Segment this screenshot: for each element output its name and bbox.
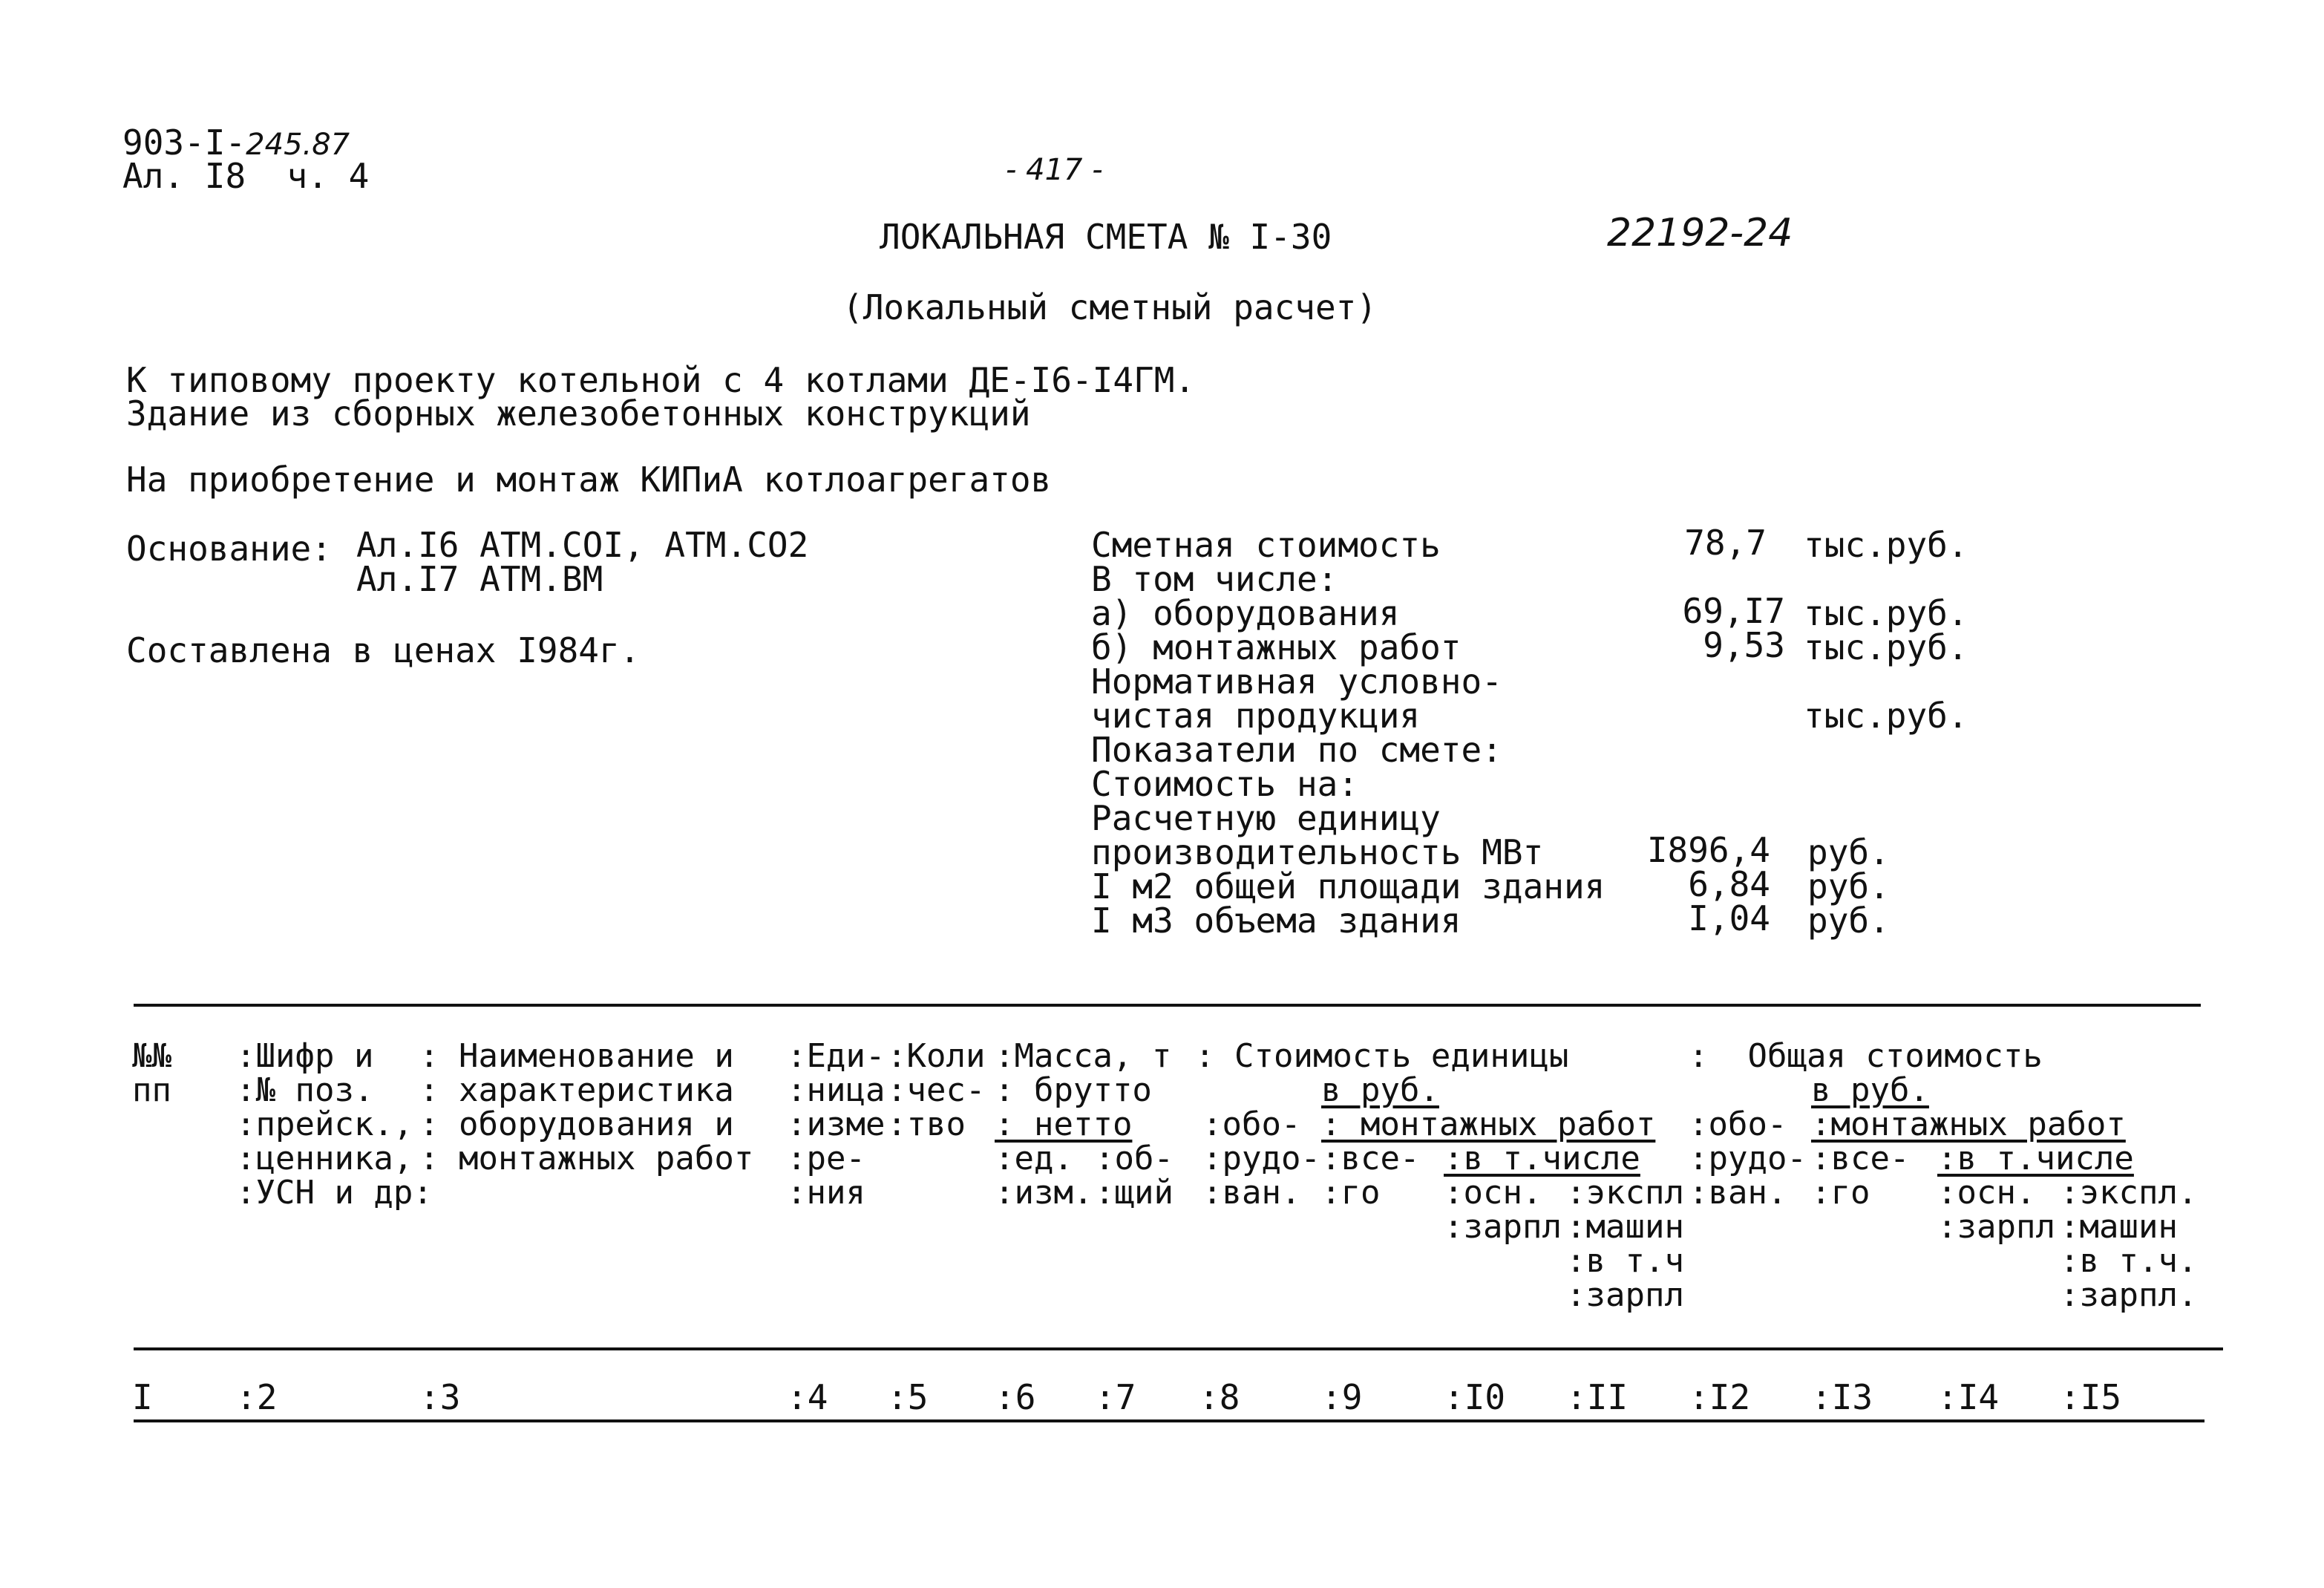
column-number: :I2 bbox=[1689, 1377, 1751, 1417]
summary-unit: тыс.руб. bbox=[1804, 593, 1968, 633]
prices-basis: Составлена в ценах I984г. bbox=[126, 630, 641, 670]
summary-label: производительность МВт bbox=[1091, 832, 1544, 872]
summary-label: В том числе: bbox=[1091, 559, 1338, 599]
summary-label: Сметная стоимость bbox=[1091, 525, 1441, 565]
header-mass-gross: : брутто bbox=[995, 1071, 1152, 1109]
header-unit-installation: : монтажных работ bbox=[1321, 1105, 1656, 1143]
column-number: :7 bbox=[1095, 1377, 1136, 1417]
header-unit-installation-total: :все- :го bbox=[1321, 1140, 1420, 1212]
column-number: :6 bbox=[995, 1377, 1036, 1417]
basis-line-1: Ал.I6 АТМ.СОI, АТМ.СО2 bbox=[356, 525, 809, 565]
column-number: :9 bbox=[1321, 1377, 1363, 1417]
header-col-quantity: :Коли :чес- :тво bbox=[887, 1037, 986, 1143]
column-number: :4 bbox=[787, 1377, 828, 1417]
summary-label: б) монтажных работ bbox=[1091, 627, 1461, 667]
summary-label: Нормативная условно- bbox=[1091, 661, 1502, 702]
header-mass: :Масса, т bbox=[995, 1037, 1172, 1075]
summary-unit: руб. bbox=[1807, 901, 1890, 941]
header-total-base-wage: :осн. :зарпл bbox=[1937, 1174, 2055, 1246]
summary-value: 6,84 bbox=[1688, 864, 1770, 904]
column-number: :I5 bbox=[2060, 1377, 2122, 1417]
header-col-number: №№ пп bbox=[132, 1037, 171, 1109]
header-mass-per-unit: :ед. :изм. bbox=[995, 1140, 1093, 1212]
doc-code: 903-I-245.87 bbox=[122, 122, 350, 163]
header-unit-cost-currency: в руб. bbox=[1321, 1071, 1439, 1109]
header-mass-total: :об- :щий bbox=[1095, 1140, 1174, 1212]
column-number: :5 bbox=[887, 1377, 929, 1417]
summary-value: I896,4 bbox=[1646, 830, 1770, 870]
header-total-including: :в т.числе bbox=[1937, 1140, 2134, 1177]
table-top-rule bbox=[134, 1004, 2201, 1007]
header-col-code: :Шифр и :№ поз. :прейск., :ценника, :УСН и др: bbox=[236, 1037, 433, 1212]
basis-line-2: Ал.I7 АТМ.ВМ bbox=[356, 559, 603, 599]
header-col-name: : Наименование и : характеристика : оборудования и : монтажных работ bbox=[419, 1037, 754, 1177]
summary-unit: руб. bbox=[1807, 832, 1890, 872]
column-number: I bbox=[132, 1377, 153, 1417]
header-mass-net: : нетто bbox=[995, 1105, 1133, 1143]
column-number: :II bbox=[1566, 1377, 1629, 1417]
page-title: ЛОКАЛЬНАЯ СМЕТА № I-30 bbox=[880, 217, 1332, 257]
summary-value: I,04 bbox=[1688, 898, 1770, 938]
header-unit-machine-op: :экспл :машин :в т.ч :зарпл bbox=[1566, 1174, 1684, 1314]
header-total-cost: : Общая стоимость bbox=[1689, 1037, 2043, 1075]
summary-unit: тыс.руб. bbox=[1804, 525, 1968, 565]
header-col-unit: :Еди- :ница :изме :ре- :ния bbox=[787, 1037, 886, 1212]
page-subtitle: (Локальный сметный расчет) bbox=[842, 287, 1378, 327]
header-unit-cost: : Стоимость единицы bbox=[1195, 1037, 1569, 1075]
summary-label: Показатели по смете: bbox=[1091, 730, 1502, 770]
summary-label: I м3 объема здания bbox=[1091, 901, 1461, 941]
column-number: :I3 bbox=[1811, 1377, 1873, 1417]
summary-label: а) оборудования bbox=[1091, 593, 1400, 633]
summary-label: чистая продукция bbox=[1091, 696, 1421, 736]
header-total-installation-total: :все- :го bbox=[1811, 1140, 1910, 1212]
project-purpose: На приобретение и монтаж КИПиА котлоагрегатов bbox=[126, 460, 1052, 500]
header-total-installation: :монтажных работ bbox=[1811, 1105, 2126, 1143]
column-number: :2 bbox=[236, 1377, 278, 1417]
registry-number: 22192-24 bbox=[1607, 211, 1793, 255]
table-header-bottom-rule bbox=[134, 1347, 2223, 1350]
summary-value: 69,I7 bbox=[1682, 591, 1785, 631]
header-total-equipment: :обо- :рудо- :ван. bbox=[1689, 1105, 1807, 1212]
basis-label: Основание: bbox=[126, 529, 332, 569]
summary-unit: тыс.руб. bbox=[1804, 696, 1968, 736]
column-number: :8 bbox=[1199, 1377, 1240, 1417]
header-total-cost-currency: в руб. bbox=[1811, 1071, 1929, 1109]
summary-unit: руб. bbox=[1807, 866, 1890, 906]
header-unit-base-wage: :осн. :зарпл bbox=[1444, 1174, 1562, 1246]
project-line-1: К типовому проекту котельной с 4 котлами ДЕ-I6-I4ГМ. bbox=[126, 360, 1196, 400]
summary-value: 9,53 bbox=[1703, 625, 1785, 665]
album-line: Ал. I8 ч. 4 bbox=[122, 156, 370, 196]
table-number-row-rule bbox=[134, 1419, 2204, 1422]
column-number: :I4 bbox=[1937, 1377, 2000, 1417]
summary-label: I м2 общей площади здания bbox=[1091, 866, 1605, 906]
column-number: :3 bbox=[419, 1377, 461, 1417]
summary-unit: тыс.руб. bbox=[1804, 627, 1968, 667]
summary-label: Расчетную единицу bbox=[1091, 798, 1441, 838]
header-unit-equipment: :обо- :рудо- :ван. bbox=[1202, 1105, 1320, 1212]
header-total-machine-op: :экспл. :машин :в т.ч. :зарпл. bbox=[2060, 1174, 2198, 1314]
doc-code-handwritten: 245.87 bbox=[246, 128, 350, 162]
summary-label: Стоимость на: bbox=[1091, 764, 1359, 804]
page-number: - 417 - bbox=[1006, 153, 1103, 187]
header-unit-including: :в т.числе bbox=[1444, 1140, 1640, 1177]
summary-value: 78,7 bbox=[1684, 523, 1767, 563]
column-number: :I0 bbox=[1444, 1377, 1506, 1417]
project-line-2: Здание из сборных железобетонных конструкций bbox=[126, 393, 1031, 434]
